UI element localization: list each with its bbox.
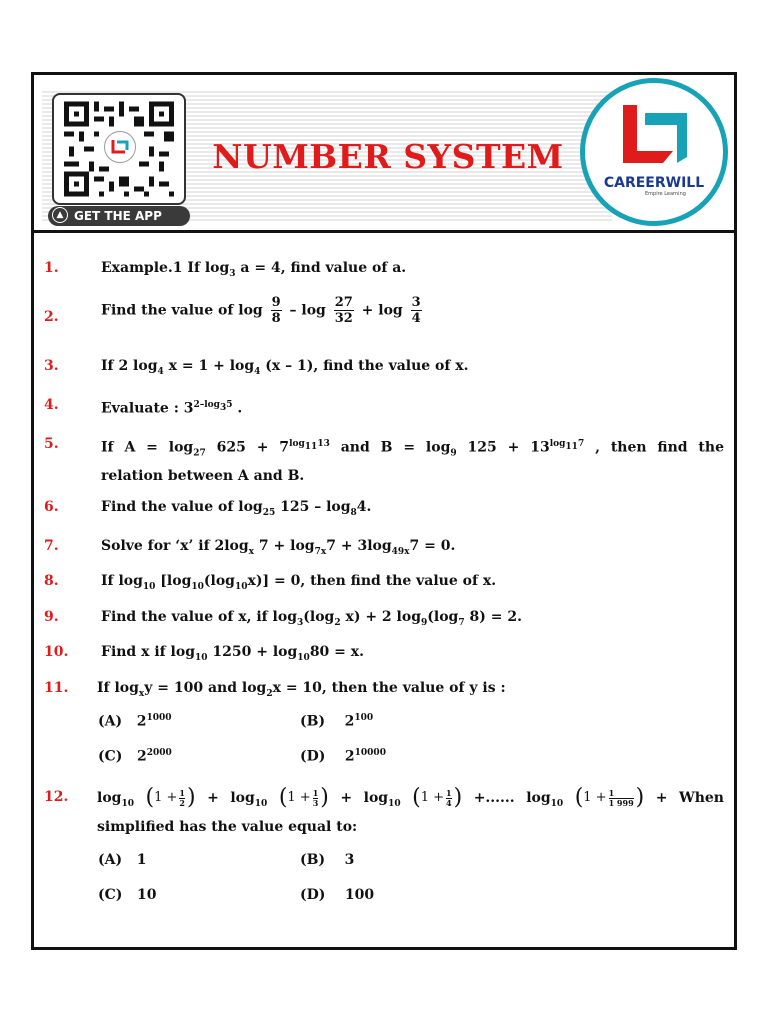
qr-center-logo (104, 131, 136, 163)
option-a[interactable]: (A) 1 (98, 852, 147, 868)
question-text: Find the value of log $\frac{9}{8}$ – log $\frac{27}{32}$ + log $\frac{3}{4}$ (101, 295, 421, 326)
question-number: 6. (44, 499, 59, 515)
option-c[interactable]: (C) $2^{2000}$ (98, 748, 172, 765)
option-b[interactable]: (B) $2^{100}$ (300, 713, 374, 730)
question-number: 1. (44, 260, 59, 276)
question-text: Solve for ‘x’ if $2\log_x$ $7 + \log_{7x}7 + 3\log_{49x}7 = 0$. (101, 538, 456, 557)
question-5 (44, 434, 724, 485)
option-b[interactable]: (B) 3 (300, 852, 355, 868)
header (38, 81, 730, 229)
question-number: 4. (44, 397, 59, 413)
question-number: 3. (44, 358, 59, 374)
brand-tagline: Empire Learning (645, 191, 686, 197)
option-c[interactable]: (C) 10 (98, 887, 157, 903)
question-text: Find x if $\log_{10} 1250 + \log_{10}80 = x$. (101, 644, 364, 663)
header-divider (34, 230, 734, 233)
question-12 (44, 787, 724, 837)
careerwill-logo (580, 78, 728, 226)
question-text: If $\log_xy = 100$ and $\log_2x = 10$, then the value of y is : (97, 680, 506, 699)
option-d[interactable]: (D) 100 (300, 887, 375, 903)
question-number: 5. (44, 436, 59, 452)
get-the-app-button[interactable] (48, 206, 190, 226)
app-store-icon: ▲ (52, 207, 68, 223)
question-number: 7. (44, 538, 59, 554)
question-text: Find the value of x, if $\log_3(\log_2$ x) + 2 $\log_9(\log_7$ 8) = 2. (101, 609, 522, 628)
question-number: 8. (44, 573, 59, 589)
question-number: 10. (44, 644, 69, 660)
question-number: 2. (44, 309, 59, 325)
question-text: If $\log_{10} [\log_{10}(\log_{10}x)] = 0$, then find the value of x. (101, 573, 497, 592)
question-text: Find the value of $\log_{25} 125 - \log_84$. (101, 499, 372, 518)
qr-code[interactable] (52, 93, 186, 205)
option-a[interactable]: (A) $2^{1000}$ (98, 713, 172, 730)
careerwill-mini-icon (105, 132, 135, 162)
option-d[interactable]: (D) $2^{10000}$ (300, 748, 386, 765)
question-text: Evaluate : $3^{2-log_35}$ . (101, 400, 243, 417)
careerwill-logo-icon (585, 83, 723, 175)
question-text: Example.1 If $\log_3 a = 4$, find value of a. (101, 260, 407, 279)
question-number: 9. (44, 609, 59, 625)
question-number: 11. (44, 680, 69, 696)
question-text: If $A = \log_{27} 625 + 7^{log_{11}13}$ and $B = \log_9 125 + 13^{log_{11}7}$ , then find the relation between A and B. (101, 439, 724, 485)
question-number: 12. (44, 789, 69, 805)
get-the-app-label: GET THE APP (74, 209, 162, 223)
brand-name: CAREERWILL (603, 175, 705, 191)
page-frame (31, 72, 737, 950)
question-text: $\log_{10} (1$ + $\frac{1}{2}$ ) + $\log_{10} (1$ + $\frac{1}{3}$ ) + $\log_{10} (1$ + $\frac{1}{4}$ ) +...... $\log_{10} (1$ + $\frac{1}{1 999}$ ) + When simplified has the value equal to: (97, 785, 724, 835)
question-text: If 2 $\log_4 x = 1 + \log_4 (x - 1)$, find the value of x. (101, 358, 469, 377)
page-title: NUMBER SYSTEM (212, 137, 564, 176)
